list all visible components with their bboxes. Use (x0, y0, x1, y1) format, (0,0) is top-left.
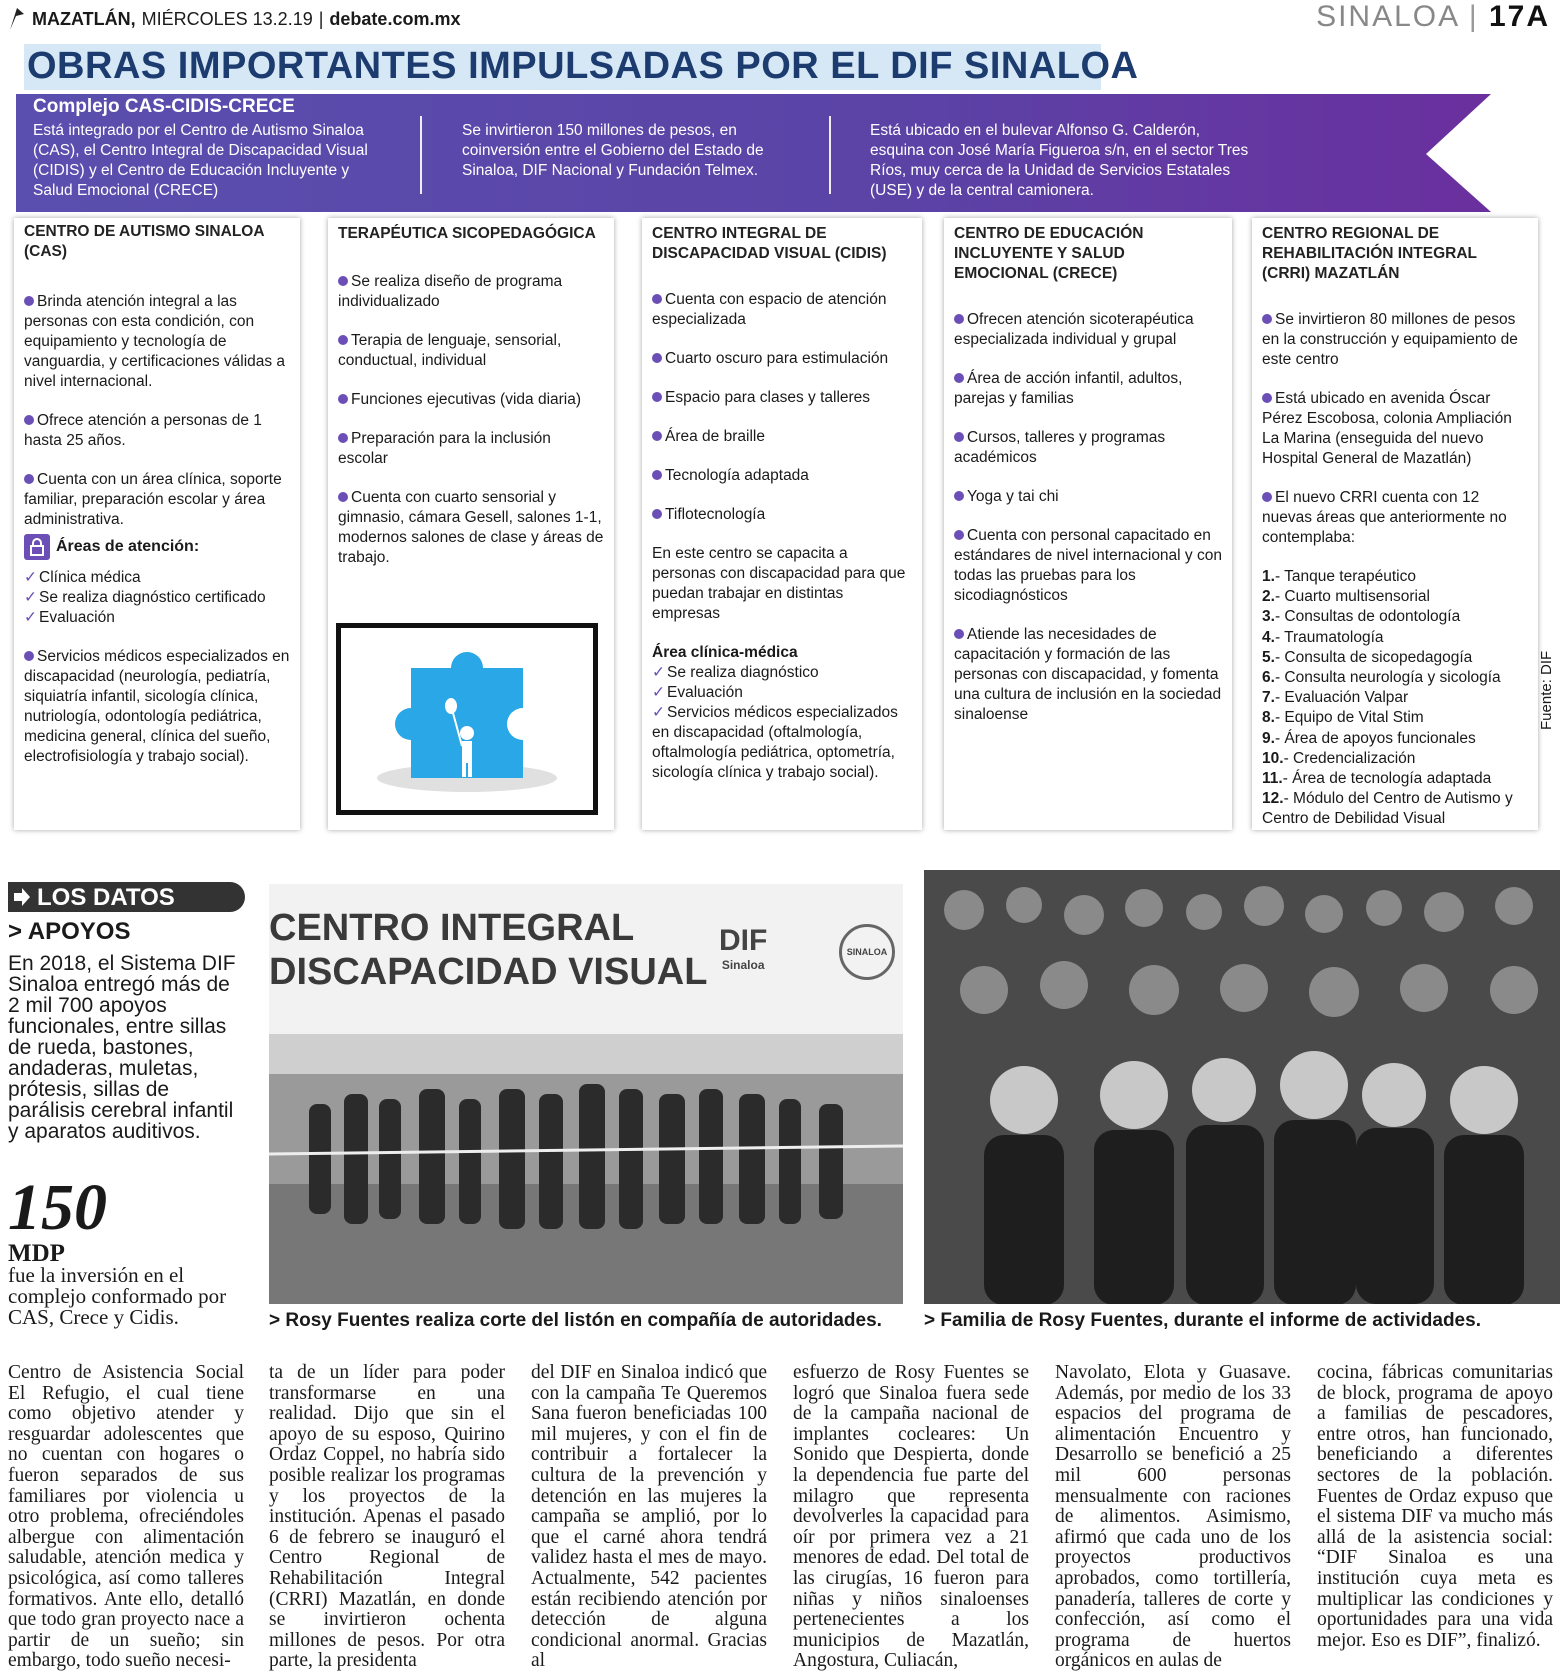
item-number: 6. (1262, 669, 1275, 687)
bullet-dot-icon (652, 353, 662, 363)
source-credit: Fuente: DIF (1538, 650, 1555, 730)
list-item (1262, 789, 1528, 829)
item-number: 2. (1262, 588, 1275, 606)
bullet (24, 470, 290, 530)
bullet-text: Está ubicado en avenida Óscar Pérez Escobosa, colonia Ampliación La Marina (enseguida del nuevo Hospital General de Mazatlán) (1262, 390, 1512, 467)
check-text: Clínica médica (39, 569, 141, 586)
bullet-text: Tecnología adaptada (665, 467, 809, 484)
item-text: - Cuarto multisensorial (1274, 588, 1430, 606)
checkmark-icon: ✓ (652, 684, 665, 701)
bullet-text: Espacio para clases y talleres (665, 389, 871, 406)
bullet (652, 466, 912, 486)
bullet-text: El nuevo CRRI cuenta con 12 nuevas áreas que anteriormente no contemplaba: (1262, 489, 1507, 546)
bullet-text: Tiflotecnología (665, 506, 766, 523)
bullet (652, 427, 912, 447)
big-number-unit: MDP (8, 1240, 65, 1267)
banner-col-3: Está ubicado en el bulevar Alfonso G. Calderón, esquina con José María Figueroa s/n, en el sector Tres Ríos, muy cerca de la Unidad de Servicios Estatales (USE) y de la central camionera. (870, 122, 1249, 199)
bullet-dot-icon (1262, 393, 1272, 403)
item-number: 11. (1262, 770, 1283, 788)
photo-caption-2: > Familia de Rosy Fuentes, durante el informe de actividades. (924, 1310, 1481, 1331)
header-dateline (8, 6, 460, 32)
big-number: 150 (8, 1171, 107, 1244)
bullet (338, 488, 604, 568)
card-crri (1252, 218, 1538, 830)
bullet-dot-icon (954, 373, 964, 383)
sign-line: CENTRO INTEGRAL (269, 907, 635, 949)
bullet-dot-icon (652, 294, 662, 304)
header-separator: | (318, 8, 324, 29)
bullet-dot-icon (652, 509, 662, 519)
sign-line: DISCAPACIDAD VISUAL (269, 951, 708, 993)
apoyos-heading: > APOYOS (8, 918, 131, 945)
bullet-dot-icon (954, 491, 964, 501)
bullet-dot-icon (24, 296, 34, 306)
list-item (1262, 628, 1528, 648)
bullet (652, 349, 912, 369)
bullet (652, 388, 912, 408)
item-text: - Área de apoyos funcionales (1274, 729, 1476, 747)
sinaloa-badge: SINALOA (839, 924, 895, 980)
check-text: Se realiza diagnóstico certificado (39, 589, 266, 606)
item-number: 4. (1262, 628, 1275, 646)
card-crece (944, 218, 1232, 830)
photo-caption-1: > Rosy Fuentes realiza corte del listón en compañía de autoridades. (269, 1310, 882, 1331)
item-number: 1. (1262, 568, 1275, 585)
item-number: 7. (1262, 689, 1275, 707)
bullet-dot-icon (338, 335, 348, 345)
bullet-text: Cuarto oscuro para estimulación (665, 350, 889, 367)
bullet-text: Funciones ejecutivas (vida diaria) (351, 391, 582, 408)
article-column: Navolato, Elota y Guasave. Además, por medio de los 33 espacios del programa de alimentación Encuentro y Desarrollo se benefició a 25 mil 600 personas mensualmente con raciones de alimentos. Asimismo, afirmó que cada uno de los proyectos productivos aprobados, como tortillería, panadería, talleres de corte y confección, así como el programa de huertos orgánicos en aulas de (1055, 1362, 1291, 1672)
big-number-caption: fue la inversión en el complejo conformado por CAS, Crece y Cidis. (8, 1263, 227, 1329)
item-text: - Traumatología (1274, 628, 1384, 646)
bullet-text: Terapia de lenguaje, sensorial, conductual, individual (338, 332, 562, 369)
article-column: del DIF en Sinaloa indicó que con la campaña Te Queremos Sana fueron beneficiadas 100 mil mujeres, y con el fin de contribuir a fortalecer la cultura de la prevención y detención en las mujeres la campaña se amplió, por lo que el carné ahora tendrá validez hasta el mes de mayo. Actualmente, 542 pacientes están recibiendo atención por detección de alguna condicional anormal. Gracias al (531, 1362, 767, 1672)
bullet-dot-icon (954, 432, 964, 442)
crri-area-list (1262, 567, 1528, 830)
bullet-text: Cuenta con personal capacitado en estándares de nivel internacional y con todas las pruebas para los sicodiagnósticos (954, 527, 1222, 604)
item-text: - Módulo del Centro de Autismo y Centro de Debilidad Visual (1262, 790, 1513, 828)
header-section: SINALOA | 17A (1316, 0, 1550, 33)
subheading: Área clínica-médica (652, 644, 798, 661)
banner-subtitle: Complejo CAS-CIDIS-CRECE (33, 96, 295, 117)
check-text: Evaluación (667, 684, 743, 701)
list-item (1262, 587, 1528, 607)
bullet (24, 411, 290, 451)
autism-puzzle-illustration (336, 623, 598, 815)
checkmark-icon: ✓ (652, 704, 665, 721)
bullet-text: Servicios médicos especializados en discapacidad (neurología, pediatría, siquiatría infantil, sicología clínica, nutriología, odontología pediátrica, medicina general, clínica del sueño, electrofisiología y trabajo social). (24, 648, 290, 765)
check-text: Evaluación (39, 609, 115, 626)
banner-divider (829, 116, 831, 194)
bullet-dot-icon (652, 431, 662, 441)
page-title: OBRAS IMPORTANTES IMPULSADAS POR EL DIF SINALOA (27, 45, 1139, 87)
bullet-dot-icon (24, 651, 34, 661)
checkmark-icon: ✓ (24, 569, 37, 586)
bullet (338, 272, 604, 312)
list-item (1262, 769, 1528, 789)
bullet-text: Cursos, talleres y programas académicos (954, 429, 1166, 466)
banner-col-1: Está integrado por el Centro de Autismo Sinaloa (CAS), el Centro Integral de Discapacidad Visual (CIDIS) y el Centro de Educación Incluyente y Salud Emocional (CRECE) (33, 122, 368, 199)
list-item (1262, 708, 1528, 728)
section-name: SINALOA (1316, 0, 1459, 33)
photo-family-audience (924, 870, 1560, 1304)
item-number: 10. (1262, 749, 1284, 767)
card-terapeutica (328, 218, 614, 830)
item-number: 9. (1262, 729, 1275, 747)
check-item (652, 703, 912, 783)
bullet-dot-icon (24, 415, 34, 425)
checkmark-icon: ✓ (24, 609, 37, 626)
card-title: CENTRO INTEGRAL DE DISCAPACIDAD VISUAL (CIDIS) (652, 225, 887, 262)
bullet (954, 310, 1222, 350)
bullet (338, 429, 604, 469)
bullet-dot-icon (338, 433, 348, 443)
bullet (24, 647, 290, 767)
list-item (1262, 688, 1528, 708)
bullet-text: Área de braille (665, 428, 765, 445)
check-item (24, 588, 290, 608)
card-title: CENTRO DE EDUCACIÓN INCLUYENTE Y SALUD EMOCIONAL (CRECE) (954, 225, 1144, 282)
card-title: CENTRO REGIONAL DE REHABILITACIÓN INTEGRAL (CRRI) MAZATLÁN (1262, 225, 1477, 282)
check-item (24, 608, 290, 628)
checkmark-icon: ✓ (24, 589, 37, 606)
check-text: Servicios médicos especializados en discapacidad (oftalmología, oftalmología pediátrica, optometría, sicología clínica y trabajo social). (652, 704, 898, 781)
bullet-dot-icon (954, 629, 964, 639)
bullet (24, 292, 290, 392)
bullet-text: Cuenta con espacio de atención especializada (652, 291, 887, 328)
bullet-dot-icon (24, 474, 34, 484)
bullet (954, 428, 1222, 468)
bullet-text: Brinda atención integral a las personas con esta condición, con equipamiento y tecnología de vanguardia, y certificaciones válidas a nivel internacional. (24, 293, 286, 390)
article-column: Centro de Asistencia Social El Refugio, el cual tiene como objetivo atender y resguardar adolescentes que no cuentan con hogares o fueron separados de sus familiares por violencia u otro problema, ofreciéndoles albergue con alimentación saludable, atención medica y psicológica, así como talleres formativos. Ante ello, detalló que todo gran proyecto nace a partir de un sueño; sin embargo, todo sueño necesi- (8, 1362, 244, 1672)
card-cas (14, 218, 300, 830)
item-number: 12. (1262, 790, 1284, 808)
bullet-text: Ofrece atención a personas de 1 hasta 25 años. (24, 412, 262, 449)
banner-divider (420, 116, 422, 194)
bullet-text: Preparación para la inclusión escolar (338, 430, 551, 467)
list-item (1262, 607, 1528, 627)
arrow-right-icon (12, 886, 32, 908)
item-text: - Tanque terapéutico (1274, 568, 1416, 585)
bullet (652, 290, 912, 330)
logo-subtext: Sinaloa (721, 958, 765, 972)
bullet (954, 487, 1222, 507)
page-number: 17A (1488, 0, 1550, 33)
check-item (652, 663, 912, 683)
header-date: MIÉRCOLES 13.2.19 (141, 8, 313, 29)
datos-label: LOS DATOS (37, 884, 175, 911)
bullet-dot-icon (338, 492, 348, 502)
bullet-dot-icon (1262, 492, 1272, 502)
bullet (954, 526, 1222, 606)
item-number: 5. (1262, 648, 1275, 666)
item-number: 8. (1262, 709, 1275, 727)
bullet-text: Cuenta con cuarto sensorial y gimnasio, cámara Gesell, salones 1-1, modernos salones de clase y áreas de trabajo. (338, 489, 604, 566)
bullet-text: Cuenta con un área clínica, soporte familiar, preparación escolar y área administrativa. (24, 471, 282, 528)
bullet-text: Se realiza diseño de programa individualizado (338, 273, 563, 310)
banner-col-2: Se invirtieron 150 millones de pesos, en coinversión entre el Gobierno del Estado de Sinaloa, DIF Nacional y Fundación Telmex. (462, 122, 764, 179)
bullet (954, 625, 1222, 725)
photo-ribbon-cutting (269, 884, 903, 1304)
checkmark-icon: ✓ (652, 664, 665, 681)
item-text: - Evaluación Valpar (1274, 689, 1409, 707)
item-text: - Consultas de odontología (1274, 608, 1461, 626)
check-item (24, 568, 290, 588)
areas-title: Áreas de atención: (56, 538, 200, 555)
lock-icon (24, 534, 50, 560)
list-item (1262, 729, 1528, 749)
list-item (1262, 567, 1528, 587)
debate-logo-icon (8, 6, 26, 32)
logo-text: DIF (719, 924, 768, 957)
bullet (338, 390, 604, 410)
list-item (1262, 648, 1528, 668)
article-column: cocina, fábricas comunitarias de block, programa de apoyo a familias de pescadores, entre otros, han funcionado, beneficiando a diferentes sectores de la población. Fuentes de Ordaz expuso que el sistema DIF va mucho más allá de la asistencia social: “DIF Sinaloa es una institución cuya meta es multiplicar las condiciones y oportunidades para una vida mejor. Eso es DIF”, finalizó. (1317, 1362, 1553, 1651)
bullet-dot-icon (954, 530, 964, 540)
bullet-text: Atiende las necesidades de capacitación y formación de las personas con discapacidad, y fomenta una cultura de inclusión en la sociedad sinaloense (954, 626, 1222, 723)
bullet-text: Yoga y tai chi (967, 488, 1059, 505)
header-city: MAZATLÁN, (32, 8, 136, 29)
check-item (652, 683, 912, 703)
bullet-dot-icon (338, 276, 348, 286)
paragraph: En este centro se capacita a personas con discapacidad para que puedan trabajar en distintas empresas (652, 545, 906, 622)
dif-logo (719, 924, 767, 972)
list-item (1262, 668, 1528, 688)
apoyos-body: En 2018, el Sistema DIF Sinaloa entregó más de 2 mil 700 apoyos funcionales, entre sillas de rueda, bastones, andaderas, muletas, prótesis, sillas de parálisis cerebral infantil y aparatos auditivos. (8, 952, 236, 1143)
bullet (1262, 488, 1528, 548)
areas-heading (24, 534, 290, 560)
building-sign (269, 906, 707, 994)
item-text: - Equipo de Vital Stim (1274, 709, 1424, 727)
bullet-dot-icon (652, 470, 662, 480)
list-item (1262, 749, 1528, 769)
bullet-dot-icon (954, 314, 964, 324)
item-text: - Área de tecnología adaptada (1282, 770, 1492, 788)
bullet (338, 331, 604, 371)
bullet-text: Ofrecen atención sicoterapéutica especializada individual y grupal (954, 311, 1194, 348)
header-site: debate.com.mx (329, 8, 461, 29)
item-text: - Consulta de sicopedagogía (1274, 648, 1473, 666)
bullet-text: Se invirtieron 80 millones de pesos en la construcción y equipamiento de este centro (1262, 311, 1518, 368)
bullet-dot-icon (652, 392, 662, 402)
card-title: CENTRO DE AUTISMO SINALOA (CAS) (24, 223, 264, 260)
article-column: esfuerzo de Rosy Fuentes se logró que Sinaloa fuera sede de la campaña nacional de implantes cocleares: Un Sonido que Despierta, donde la dependencia fue parte del milagro que representa devolverles la capacidad para oír por primera vez a 21 menores de edad. Del total de las cirugías, 16 fueron para niñas y niños sinaloenses pertenecientes a los municipios de Mazatlán, Angostura, Culiacán, (793, 1362, 1029, 1672)
item-text: - Consulta neurología y sicología (1274, 669, 1501, 687)
bullet (652, 505, 912, 525)
check-text: Se realiza diagnóstico (667, 664, 819, 681)
article-column: ta de un líder para poder transformarse en una realidad. Dijo que sin el apoyo de su esposo, Quirino Ordaz Coppel, no habría sido posible realizar los programas y los proyectos de la institución. Apenas el pasado 6 de febrero se inauguró el Centro Regional de Rehabilitación Integral (CRRI) Mazatlán, en donde se invirtieron ochenta millones de pesos. Por otra parte, la presidenta (269, 1362, 505, 1672)
card-title: TERAPÉUTICA SICOPEDAGÓGICA (338, 225, 596, 242)
bullet-dot-icon (338, 394, 348, 404)
bullet (954, 369, 1222, 409)
item-text: - Credencialización (1283, 749, 1416, 767)
bullet (1262, 310, 1528, 370)
bullet (1262, 389, 1528, 469)
card-cidis (642, 218, 922, 830)
bullet-text: Área de acción infantil, adultos, parejas y familias (954, 370, 1183, 407)
bullet-dot-icon (1262, 314, 1272, 324)
item-number: 3. (1262, 608, 1275, 626)
